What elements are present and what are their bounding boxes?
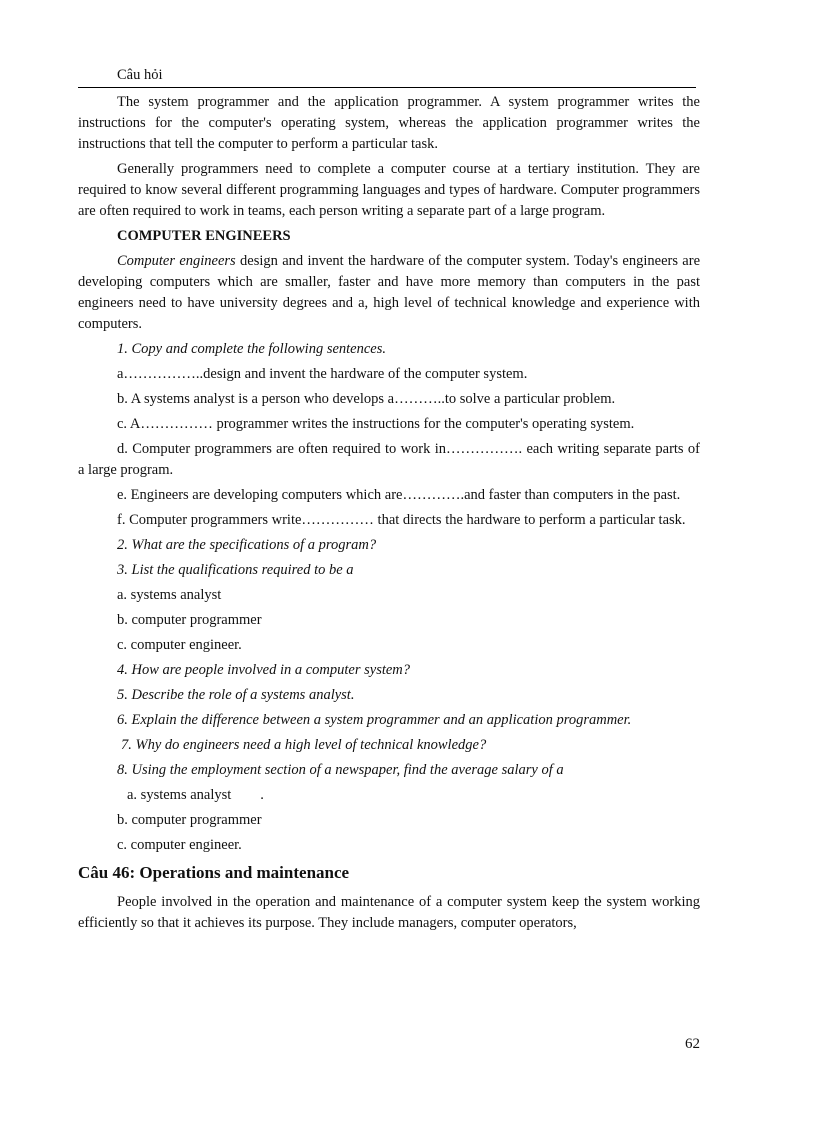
heading-computer-engineers: COMPUTER ENGINEERS (117, 228, 291, 244)
exercise-1f: f. Computer programmers write…………… that directs the hardware to perform a particular task. (117, 512, 686, 528)
term-computer-engineers: Computer engineers (117, 253, 236, 269)
paragraph-system-programmer: The system programmer and the application programmer. A system programmer writes the instructions for the computer's operating system, whereas the application programmer writes the instructions that tell the computer to perform a particular task. (78, 94, 700, 152)
question-3c: c. computer engineer. (117, 637, 242, 653)
section-46-heading: Câu 46: Operations and maintenance (78, 863, 350, 882)
question-2: 2. What are the specifications of a program? (117, 537, 377, 553)
exercise-1-prompt: 1. Copy and complete the following sentences. (117, 341, 387, 357)
question-8: 8. Using the employment section of a newspaper, find the average salary of a (117, 762, 564, 778)
paragraph-programmer-training: Generally programmers need to complete a computer course at a tertiary institution. They are required to know several different programming languages and types of hardware. Computer programmers are often required to work in teams, each person writing a separate part of a large program. (78, 161, 700, 219)
question-8a: a. systems analyst . (127, 787, 264, 803)
exercise-1d: d. Computer programmers are often required to work in……………. each writing separate parts of a large program. (78, 441, 700, 478)
paragraph-computer-engineers (78, 251, 700, 335)
exercise-1b: b. A systems analyst is a person who develops a………..to solve a particular problem. (117, 391, 616, 407)
question-3b: b. computer programmer (117, 612, 262, 628)
question-5: 5. Describe the role of a systems analyst. (117, 687, 355, 703)
page-header (78, 66, 696, 88)
question-8c: c. computer engineer. (117, 837, 242, 853)
exercise-1a: a……………..design and invent the hardware of the computer system. (117, 366, 528, 382)
exercise-1c: c. A…………… programmer writes the instructions for the computer's operating system. (117, 416, 635, 432)
question-4: 4. How are people involved in a computer system? (117, 662, 411, 678)
question-8b: b. computer programmer (117, 812, 262, 828)
page-number: 62 (685, 1036, 700, 1052)
question-3: 3. List the qualifications required to be a (117, 562, 354, 578)
header-title: Câu hỏi (117, 67, 163, 83)
question-3a: a. systems analyst (117, 587, 222, 603)
paragraph-operations: People involved in the operation and maintenance of a computer system keep the system working efficiently so that it achieves its purpose. They include managers, computer operators, (78, 894, 700, 931)
exercise-1e: e. Engineers are developing computers which are………….and faster than computers in the past. (117, 487, 681, 503)
question-6: 6. Explain the difference between a system programmer and an application programmer. (117, 712, 632, 728)
page-content (78, 92, 700, 938)
question-7: 7. Why do engineers need a high level of technical knowledge? (121, 737, 487, 753)
paragraph-computer-engineers-text: design and invent the hardware of the computer system. Today's engineers are developing computers which are smaller, faster and have more memory than computers in the past engineers need to have university degrees and a, high level of technical knowledge and experience with computers. (78, 253, 701, 332)
